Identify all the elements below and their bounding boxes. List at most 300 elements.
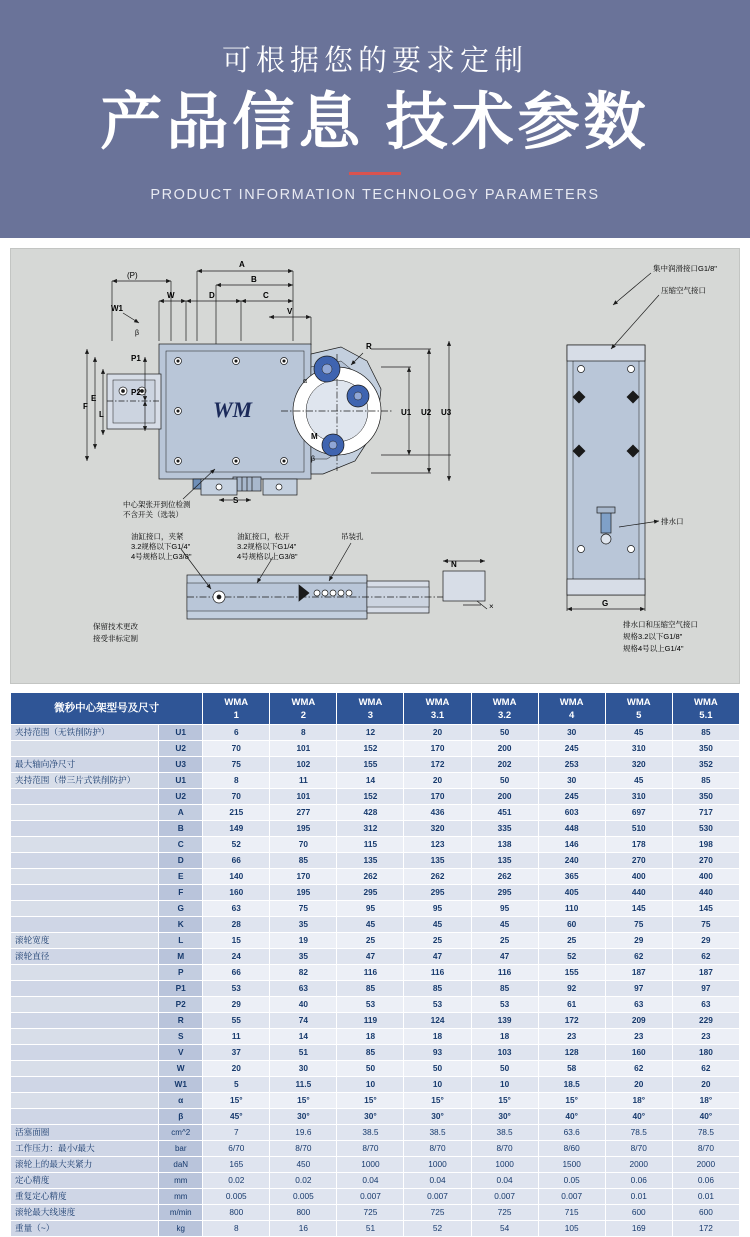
row-value: 70 <box>203 741 270 757</box>
col-header-4-num: 3.1 <box>430 709 445 721</box>
table-row <box>11 885 740 901</box>
table-row <box>11 1205 740 1221</box>
row-value: 74 <box>270 1013 337 1029</box>
row-value: 335 <box>471 821 538 837</box>
row-value: 15° <box>471 1093 538 1109</box>
col-header-8-num: 5.1 <box>699 709 713 721</box>
table-row <box>11 917 740 933</box>
row-value: 365 <box>538 869 605 885</box>
svg-text:4号规格以上G3/8": 4号规格以上G3/8" <box>237 552 298 561</box>
row-value: 19.6 <box>270 1125 337 1141</box>
row-label: 滚轮上的最大夹紧力 <box>11 1157 159 1173</box>
row-value: 312 <box>337 821 404 837</box>
row-value: 75 <box>672 917 739 933</box>
row-value: 440 <box>672 885 739 901</box>
row-label <box>11 853 159 869</box>
row-value: 60 <box>538 917 605 933</box>
row-value: 97 <box>605 981 672 997</box>
row-value: 0.02 <box>270 1173 337 1189</box>
row-value: 97 <box>672 981 739 997</box>
col-header-7 <box>605 693 672 725</box>
row-value: 15° <box>337 1093 404 1109</box>
row-value: 93 <box>404 1045 471 1061</box>
row-value: 63 <box>672 997 739 1013</box>
row-symbol: G <box>159 901 203 917</box>
row-label <box>11 869 159 885</box>
row-value: 2000 <box>605 1157 672 1173</box>
row-value: 45 <box>471 917 538 933</box>
row-value: 18.5 <box>538 1077 605 1093</box>
row-value: 29 <box>605 933 672 949</box>
row-label <box>11 1029 159 1045</box>
row-value: 400 <box>672 869 739 885</box>
table-row <box>11 1173 740 1189</box>
table-row <box>11 821 740 837</box>
col-header-7-name: WMA <box>626 696 651 708</box>
svg-text:β: β <box>135 330 140 337</box>
row-value: 18° <box>605 1093 672 1109</box>
row-value: 187 <box>605 965 672 981</box>
row-value: 30° <box>270 1109 337 1125</box>
row-label <box>11 901 159 917</box>
svg-text:U3: U3 <box>441 408 452 417</box>
col-header-2-name: WMA <box>291 696 316 708</box>
row-label: 滚轮直径 <box>11 949 159 965</box>
table-row <box>11 1109 740 1125</box>
row-value: 45 <box>404 917 471 933</box>
row-value: 62 <box>605 949 672 965</box>
header-subtitle-cn: 可根据您的要求定制 <box>221 45 528 77</box>
row-value: 600 <box>605 1205 672 1221</box>
row-symbol: S <box>159 1029 203 1045</box>
row-symbol: R <box>159 1013 203 1029</box>
row-value: 116 <box>471 965 538 981</box>
row-value: 717 <box>672 805 739 821</box>
col-header-5-name: WMA <box>492 696 517 708</box>
row-value: 116 <box>337 965 404 981</box>
row-value: 8/70 <box>605 1141 672 1157</box>
row-label: 滚轮宽度 <box>11 933 159 949</box>
row-value: 103 <box>471 1045 538 1061</box>
col-header-6-num: 4 <box>569 709 575 721</box>
spec-table <box>10 692 740 1237</box>
row-value: 30 <box>270 1061 337 1077</box>
header-divider <box>349 172 401 175</box>
row-value: 40 <box>270 997 337 1013</box>
row-unit: mm <box>159 1173 203 1189</box>
table-row <box>11 773 740 789</box>
row-unit: daN <box>159 1157 203 1173</box>
row-value: 270 <box>605 853 672 869</box>
row-value: 428 <box>337 805 404 821</box>
row-value: 0.05 <box>538 1173 605 1189</box>
svg-text:P2: P2 <box>131 388 141 397</box>
table-header-row <box>11 693 740 725</box>
row-value: 53 <box>404 997 471 1013</box>
row-value: 155 <box>337 757 404 773</box>
row-value: 35 <box>270 949 337 965</box>
row-value: 155 <box>538 965 605 981</box>
col-header-8 <box>672 693 739 725</box>
row-value: 15° <box>203 1093 270 1109</box>
table-row <box>11 741 740 757</box>
row-value: 70 <box>203 789 270 805</box>
row-value: 310 <box>605 789 672 805</box>
row-symbol: U2 <box>159 741 203 757</box>
row-value: 145 <box>605 901 672 917</box>
row-symbol: α <box>159 1093 203 1109</box>
table-row <box>11 837 740 853</box>
row-value: 172 <box>404 757 471 773</box>
row-label <box>11 1013 159 1029</box>
row-label: 定心精度 <box>11 1173 159 1189</box>
row-value: 510 <box>605 821 672 837</box>
row-symbol: U2 <box>159 789 203 805</box>
row-symbol: K <box>159 917 203 933</box>
row-value: 40° <box>672 1109 739 1125</box>
row-value: 52 <box>203 837 270 853</box>
row-value: 440 <box>605 885 672 901</box>
row-value: 50 <box>471 773 538 789</box>
table-row <box>11 1077 740 1093</box>
row-value: 40° <box>605 1109 672 1125</box>
row-value: 85 <box>270 853 337 869</box>
row-value: 45 <box>605 725 672 741</box>
row-unit: mm <box>159 1189 203 1205</box>
row-value: 62 <box>672 1061 739 1077</box>
row-value: 28 <box>203 917 270 933</box>
row-value: 105 <box>538 1221 605 1237</box>
row-value: 140 <box>203 869 270 885</box>
row-value: 40° <box>538 1109 605 1125</box>
row-value: 63 <box>270 981 337 997</box>
row-symbol: P1 <box>159 981 203 997</box>
table-row <box>11 1045 740 1061</box>
row-value: 320 <box>605 757 672 773</box>
table-row <box>11 869 740 885</box>
row-value: 14 <box>270 1029 337 1045</box>
col-header-1-name: WMA <box>224 696 249 708</box>
row-value: 95 <box>337 901 404 917</box>
row-value: 78.5 <box>672 1125 739 1141</box>
row-value: 450 <box>270 1157 337 1173</box>
svg-text:L: L <box>99 410 104 419</box>
svg-text:油缸接口，松开: 油缸接口，松开 <box>237 532 290 541</box>
row-value: 30° <box>471 1109 538 1125</box>
svg-text:V: V <box>287 307 293 316</box>
row-value: 95 <box>471 901 538 917</box>
svg-text:D: D <box>209 291 215 300</box>
row-value: 116 <box>404 965 471 981</box>
technical-drawing-svg <box>11 249 739 683</box>
row-value: 725 <box>404 1205 471 1221</box>
row-label <box>11 821 159 837</box>
row-value: 295 <box>337 885 404 901</box>
row-value: 115 <box>337 837 404 853</box>
svg-text:α: α <box>303 378 308 385</box>
col-header-3 <box>337 693 404 725</box>
row-value: 152 <box>337 789 404 805</box>
row-value: 139 <box>471 1013 538 1029</box>
col-header-3-num: 3 <box>367 709 374 721</box>
row-value: 75 <box>605 917 672 933</box>
row-value: 170 <box>270 869 337 885</box>
row-value: 30 <box>538 773 605 789</box>
row-value: 52 <box>538 949 605 965</box>
row-value: 149 <box>203 821 270 837</box>
row-value: 0.007 <box>404 1189 471 1205</box>
row-value: 8/70 <box>337 1141 404 1157</box>
row-value: 145 <box>672 901 739 917</box>
row-value: 310 <box>605 741 672 757</box>
col-header-6 <box>538 693 605 725</box>
row-value: 295 <box>471 885 538 901</box>
svg-text:F: F <box>83 402 88 411</box>
row-value: 8 <box>203 1221 270 1237</box>
row-value: 85 <box>672 773 739 789</box>
row-value: 24 <box>203 949 270 965</box>
row-value: 800 <box>203 1205 270 1221</box>
row-label <box>11 981 159 997</box>
row-value: 54 <box>471 1221 538 1237</box>
row-value: 53 <box>337 997 404 1013</box>
row-symbol: U3 <box>159 757 203 773</box>
table-body-performance <box>11 1125 740 1237</box>
row-value: 11 <box>203 1029 270 1045</box>
row-symbol: U1 <box>159 725 203 741</box>
row-value: 124 <box>404 1013 471 1029</box>
row-value: 14 <box>337 773 404 789</box>
row-value: 20 <box>203 1061 270 1077</box>
row-value: 95 <box>404 901 471 917</box>
row-value: 245 <box>538 741 605 757</box>
row-value: 160 <box>203 885 270 901</box>
page-header <box>0 0 750 238</box>
table-row <box>11 1093 740 1109</box>
row-value: 600 <box>672 1205 739 1221</box>
col-header-2 <box>270 693 337 725</box>
svg-text:G: G <box>602 599 609 608</box>
row-value: 200 <box>471 741 538 757</box>
row-value: 187 <box>672 965 739 981</box>
row-value: 20 <box>672 1077 739 1093</box>
row-value: 30° <box>337 1109 404 1125</box>
row-value: 23 <box>605 1029 672 1045</box>
row-symbol: W <box>159 1061 203 1077</box>
svg-text:不含开关（选装）: 不含开关（选装） <box>123 510 183 519</box>
row-value: 25 <box>471 933 538 949</box>
row-value: 85 <box>404 981 471 997</box>
row-label: 最大轴向净尺寸 <box>11 757 159 773</box>
row-symbol: W1 <box>159 1077 203 1093</box>
row-value: 101 <box>270 789 337 805</box>
row-value: 8/60 <box>538 1141 605 1157</box>
svg-text:U2: U2 <box>421 408 432 417</box>
row-value: 715 <box>538 1205 605 1221</box>
svg-text:×: × <box>489 602 494 611</box>
row-label <box>11 1077 159 1093</box>
table-row <box>11 853 740 869</box>
header-subtitle-en: PRODUCT INFORMATION TECHNOLOGY PARAMETERS <box>150 187 600 204</box>
row-value: 0.007 <box>538 1189 605 1205</box>
row-label <box>11 741 159 757</box>
svg-text:接受非标定制: 接受非标定制 <box>93 634 138 643</box>
table-row <box>11 1141 740 1157</box>
row-value: 295 <box>404 885 471 901</box>
svg-text:WM: WM <box>213 397 253 422</box>
svg-text:3.2规格以下G1/4": 3.2规格以下G1/4" <box>237 542 297 551</box>
table-row <box>11 757 740 773</box>
row-label: 夹持范围（无铁削防护） <box>11 725 159 741</box>
row-value: 8/70 <box>404 1141 471 1157</box>
row-label: 夹持范围（带三片式铁削防护） <box>11 773 159 789</box>
row-value: 253 <box>538 757 605 773</box>
svg-text:4号规格以上G3/8": 4号规格以上G3/8" <box>131 552 192 561</box>
row-symbol: B <box>159 821 203 837</box>
row-value: 123 <box>404 837 471 853</box>
row-value: 85 <box>337 981 404 997</box>
svg-text:(P): (P) <box>127 271 138 280</box>
svg-text:β: β <box>311 456 316 463</box>
table-row <box>11 949 740 965</box>
row-value: 0.01 <box>672 1189 739 1205</box>
table-row <box>11 981 740 997</box>
row-symbol: P2 <box>159 997 203 1013</box>
row-value: 0.007 <box>337 1189 404 1205</box>
row-value: 10 <box>337 1077 404 1093</box>
row-value: 0.04 <box>471 1173 538 1189</box>
row-value: 530 <box>672 821 739 837</box>
table-row <box>11 1029 740 1045</box>
row-unit: m/min <box>159 1205 203 1221</box>
row-value: 12 <box>337 725 404 741</box>
row-value: 15° <box>270 1093 337 1109</box>
row-value: 0.04 <box>337 1173 404 1189</box>
col-header-5 <box>471 693 538 725</box>
row-label <box>11 837 159 853</box>
row-value: 18° <box>672 1093 739 1109</box>
row-value: 37 <box>203 1045 270 1061</box>
row-value: 51 <box>270 1045 337 1061</box>
row-value: 29 <box>672 933 739 949</box>
col-header-1 <box>203 693 270 725</box>
row-symbol: U1 <box>159 773 203 789</box>
svg-text:U1: U1 <box>401 408 412 417</box>
table-header-title: 微秒中心架型号及尺寸 <box>11 693 203 725</box>
row-value: 15 <box>203 933 270 949</box>
row-value: 2000 <box>672 1157 739 1173</box>
row-value: 350 <box>672 741 739 757</box>
row-value: 135 <box>337 853 404 869</box>
table-row <box>11 1189 740 1205</box>
svg-text:S: S <box>233 496 239 505</box>
row-value: 25 <box>404 933 471 949</box>
row-value: 198 <box>672 837 739 853</box>
row-value: 170 <box>404 789 471 805</box>
row-value: 0.06 <box>605 1173 672 1189</box>
table-row <box>11 901 740 917</box>
row-value: 82 <box>270 965 337 981</box>
svg-text:A: A <box>239 260 245 269</box>
table-row <box>11 789 740 805</box>
row-value: 160 <box>605 1045 672 1061</box>
row-value: 202 <box>471 757 538 773</box>
row-value: 8 <box>270 725 337 741</box>
row-value: 18 <box>337 1029 404 1045</box>
row-label: 重量（~） <box>11 1221 159 1237</box>
row-value: 18 <box>471 1029 538 1045</box>
row-value: 169 <box>605 1221 672 1237</box>
row-value: 19 <box>270 933 337 949</box>
row-value: 29 <box>203 997 270 1013</box>
row-value: 6/70 <box>203 1141 270 1157</box>
row-value: 20 <box>404 725 471 741</box>
row-label <box>11 885 159 901</box>
row-value: 152 <box>337 741 404 757</box>
row-symbol: P <box>159 965 203 981</box>
row-label: 滚轮最大线速度 <box>11 1205 159 1221</box>
svg-text:W: W <box>167 291 175 300</box>
row-value: 1000 <box>471 1157 538 1173</box>
row-value: 45° <box>203 1109 270 1125</box>
row-value: 15° <box>538 1093 605 1109</box>
row-value: 5 <box>203 1077 270 1093</box>
svg-text:吊装孔: 吊装孔 <box>341 532 364 541</box>
svg-text:中心架张开到位检测: 中心架张开到位检测 <box>123 500 191 509</box>
spec-table-wrap <box>10 692 740 1237</box>
row-value: 63 <box>203 901 270 917</box>
row-value: 23 <box>672 1029 739 1045</box>
row-value: 8/70 <box>270 1141 337 1157</box>
row-value: 63.6 <box>538 1125 605 1141</box>
row-value: 51 <box>337 1221 404 1237</box>
row-label <box>11 789 159 805</box>
row-value: 18 <box>404 1029 471 1045</box>
row-value: 62 <box>672 949 739 965</box>
row-value: 101 <box>270 741 337 757</box>
row-value: 725 <box>471 1205 538 1221</box>
row-value: 75 <box>270 901 337 917</box>
row-value: 245 <box>538 789 605 805</box>
row-value: 165 <box>203 1157 270 1173</box>
row-label: 重复定心精度 <box>11 1189 159 1205</box>
row-value: 55 <box>203 1013 270 1029</box>
row-value: 320 <box>404 821 471 837</box>
table-row <box>11 933 740 949</box>
svg-text:油缸接口，夹紧: 油缸接口，夹紧 <box>131 532 184 541</box>
table-row <box>11 1157 740 1173</box>
row-value: 7 <box>203 1125 270 1141</box>
row-value: 38.5 <box>404 1125 471 1141</box>
row-value: 92 <box>538 981 605 997</box>
row-label <box>11 997 159 1013</box>
svg-text:排水口: 排水口 <box>661 517 684 526</box>
row-label: 活塞面圈 <box>11 1125 159 1141</box>
col-header-3-name: WMA <box>358 696 383 708</box>
table-row <box>11 1061 740 1077</box>
row-value: 61 <box>538 997 605 1013</box>
row-value: 8 <box>203 773 270 789</box>
row-value: 47 <box>471 949 538 965</box>
row-value: 0.007 <box>471 1189 538 1205</box>
row-value: 350 <box>672 789 739 805</box>
col-header-1-num: 1 <box>233 709 239 721</box>
col-header-2-num: 2 <box>300 709 307 721</box>
row-label <box>11 1093 159 1109</box>
col-header-6-name: WMA <box>559 696 584 708</box>
row-value: 0.02 <box>203 1173 270 1189</box>
row-value: 240 <box>538 853 605 869</box>
